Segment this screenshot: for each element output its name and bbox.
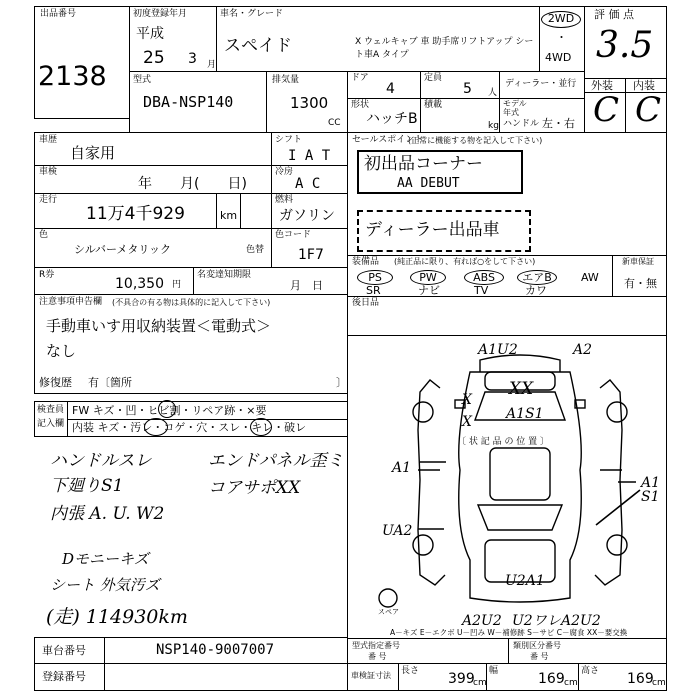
- chassis-vline: [104, 638, 105, 663]
- ac: A C: [295, 176, 321, 192]
- selling-points-label: セールスポイント: [352, 135, 424, 145]
- displacement: 1300: [290, 94, 329, 112]
- new-car-label: 新車保証: [622, 257, 654, 266]
- inspection: 年 月( 日): [138, 176, 247, 192]
- recycle: 10,350: [115, 276, 164, 292]
- width: 169: [538, 671, 565, 687]
- mark-windshield-sub: A1S1: [506, 406, 544, 422]
- notice: 月 日: [290, 279, 323, 292]
- drive-4wd: 4WD: [545, 51, 572, 64]
- history: 自家用: [70, 144, 116, 162]
- repair: 有〔箇所: [88, 376, 132, 389]
- color-change-label: 色替: [246, 245, 265, 255]
- class-label: 類別区分番号: [513, 641, 561, 650]
- shape: ハッチB: [366, 111, 418, 127]
- history-label: 車歴: [39, 135, 58, 145]
- fuel-label: 燃料: [275, 195, 294, 205]
- mark-front-left: A1U2: [478, 342, 518, 358]
- cc: CC: [328, 118, 341, 128]
- displacement-label: 排気量: [272, 75, 300, 85]
- equip-ps-label: PS: [368, 271, 382, 284]
- mark-rear-hatch: U2A1: [505, 573, 545, 589]
- mileage: 11万4千929: [86, 204, 185, 224]
- recycle-label: R券: [39, 270, 55, 280]
- diagram-legend: A－キズ E－エクボ U－凹み W－補修跡 S－サビ C－腐食 XX－要交換: [390, 628, 628, 637]
- equipment-label: 装備品: [352, 257, 380, 267]
- hand-note-1: ハンドルスレ: [50, 451, 152, 471]
- equipment-note: (純正品に限り、有れば○をして下さい): [394, 257, 536, 266]
- mark-right-door: A1 S1: [641, 475, 661, 505]
- equip-tv: TV: [474, 284, 489, 297]
- equip-leather: カワ: [525, 284, 547, 297]
- model-year-label: モデル 年式: [503, 99, 527, 117]
- width-label: 幅: [489, 666, 499, 676]
- dims-box: [347, 663, 667, 691]
- type-label: 型式指定番号: [352, 641, 400, 650]
- color: シルバーメタリック: [74, 243, 171, 256]
- drive-2wd: 2WD: [547, 12, 575, 25]
- shape-label: 形状: [351, 100, 370, 110]
- remarks-line2: なし: [46, 342, 77, 360]
- mark-left-rear: UA2: [382, 523, 413, 539]
- hand-note-5: 内張 A. U. W2: [50, 504, 165, 524]
- dims-v1: [398, 664, 399, 690]
- selling-points-note: (正常に機能する物を記入して下さい): [408, 136, 543, 145]
- mark-windshield: XX: [509, 379, 534, 399]
- fuel: ガソリン: [279, 208, 335, 224]
- lot-number: 2138: [38, 61, 107, 92]
- model: DBA-NSP140: [143, 93, 234, 111]
- length-cm: cm: [473, 678, 487, 688]
- mark-left-x1: X: [462, 392, 472, 408]
- mark-left-x2: X: [462, 414, 472, 430]
- dealer-stamp-text: ディーラー出品車: [365, 220, 500, 240]
- interior-grade: C: [635, 90, 662, 130]
- drive-dot: ・: [556, 31, 567, 44]
- inspector-row1: FW キズ・凹・ヒビ割・リペア跡・×要: [72, 404, 267, 417]
- color-label: 色: [39, 230, 49, 240]
- mark-rear-left: A2U2: [462, 613, 502, 629]
- width-cm: cm: [564, 678, 578, 688]
- equip-aw: AW: [581, 271, 599, 284]
- inspector-label2: 記入欄: [37, 419, 65, 429]
- diagram-title: 〔 状 記 品 の 位 置 〕: [457, 437, 550, 447]
- hand-note-7: シート 外気汚ズ: [50, 576, 160, 594]
- hand-note-3: 下廻りS1: [50, 476, 124, 496]
- reg-vline: [104, 664, 105, 690]
- mark-front-right: A2: [573, 342, 593, 358]
- month: 3: [188, 51, 197, 67]
- debut-stamp-subtitle: AA DEBUT: [397, 176, 460, 191]
- yen: 円: [172, 280, 182, 290]
- score-label: 評 価 点: [594, 8, 634, 21]
- repair-label: 修復歴: [39, 376, 72, 389]
- dims-label: 車検証寸法: [351, 671, 391, 680]
- height-cm: cm: [652, 678, 666, 688]
- shift-label: シフト: [275, 135, 303, 145]
- color-code: 1F7: [298, 247, 324, 263]
- remarks-note: (不具合の有る物は具体的に記入して下さい): [112, 298, 271, 307]
- grade: X ウェルキャブ 車 助手席リフトアップ シート車A タイプ: [355, 37, 534, 60]
- era: 平成: [136, 26, 164, 42]
- doors: 4: [386, 81, 395, 97]
- new-car: 有・無: [624, 277, 657, 290]
- mark-rear-bumper: U2ワレ: [512, 613, 561, 629]
- first-reg-label: 初度登録年月: [133, 9, 188, 19]
- equip-abs-label: ABS: [473, 271, 495, 284]
- color-code-label: 色コード: [275, 230, 312, 240]
- handle: 左・右: [542, 117, 575, 130]
- shift: I A T: [288, 148, 331, 164]
- km: km: [220, 209, 238, 222]
- model-label: 型式: [133, 75, 152, 85]
- mark-left-door: A1: [392, 460, 412, 476]
- spare-label: スペア: [378, 608, 399, 616]
- equip-pw-label: PW: [419, 271, 437, 284]
- handle-label: ハンドル: [503, 119, 540, 129]
- inspector-row2: 内装 キズ・汚レ・コゲ・穴・スレ・キレ・破レ: [72, 421, 307, 434]
- mark-rear-right: A2U2: [561, 613, 601, 629]
- chassis: NSP140-9007007: [156, 642, 275, 658]
- mileage-label: 走行: [39, 195, 58, 205]
- car-name: スペイド: [224, 36, 292, 56]
- month-unit: 月: [207, 60, 217, 70]
- equip-navi: ナビ: [418, 284, 440, 297]
- hand-note-8: (走) 114930km: [46, 606, 188, 628]
- chassis-label: 車台番号: [42, 644, 86, 657]
- height: 169: [627, 671, 654, 687]
- hand-note-6: Dモニーキズ: [62, 550, 149, 568]
- notice-label: 名変達知期限: [197, 270, 252, 280]
- person-unit: 人: [488, 88, 498, 98]
- length: 399: [448, 671, 475, 687]
- hand-note-4: コアサポXX: [208, 478, 301, 498]
- equip-sr: SR: [366, 284, 381, 297]
- reg-label: 登録番号: [42, 670, 86, 683]
- capacity-label: 定員: [424, 73, 443, 83]
- inspection-label: 車検: [39, 167, 58, 177]
- score: 3.5: [596, 25, 654, 66]
- lot-label: 出品番号: [40, 9, 77, 19]
- remarks-line1: 手動車いす用収納装置＜電動式＞: [46, 317, 272, 335]
- exterior-grade: C: [593, 90, 620, 130]
- after-label: 後日品: [352, 298, 380, 308]
- capacity: 5: [463, 81, 472, 97]
- dealer-label: ディーラー・並行: [505, 79, 577, 89]
- length-label: 長さ: [401, 666, 420, 676]
- dims-v3: [578, 664, 579, 690]
- interior-label: 内装: [633, 79, 655, 92]
- kg: kg: [488, 121, 499, 131]
- exterior-label: 外装: [591, 79, 613, 92]
- load-label: 積載: [424, 100, 443, 110]
- name-label: 車名・グレード: [220, 9, 284, 19]
- equip-airbag-label: エアB: [522, 271, 552, 284]
- remarks-label: 注意事項申告欄: [39, 297, 103, 307]
- inspector-label1: 検査員: [37, 405, 65, 415]
- type-sub: 番 号: [368, 652, 387, 661]
- repair-close: 〕: [336, 376, 347, 389]
- hand-note-2: エンドパネル歪ミ: [208, 451, 344, 471]
- height-label: 高さ: [581, 666, 600, 676]
- ac-label: 冷房: [275, 167, 294, 177]
- class-sub: 番 号: [530, 652, 549, 661]
- doors-label: ドア: [351, 73, 369, 83]
- year: 25: [143, 48, 165, 68]
- debut-stamp-title: 初出品コーナー: [364, 154, 483, 174]
